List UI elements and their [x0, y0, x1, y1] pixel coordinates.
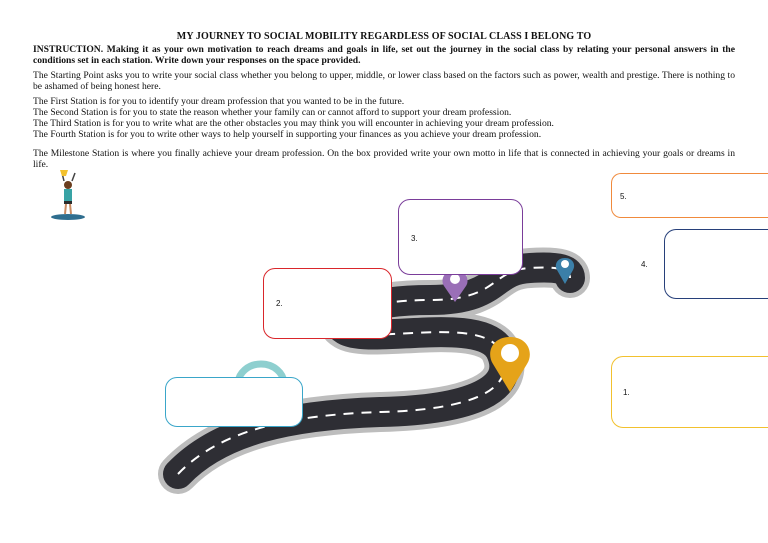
milestone-station-box[interactable] [611, 173, 768, 218]
fourth-station-box[interactable] [664, 229, 768, 299]
second-station-box[interactable] [263, 268, 392, 339]
third-station-label: 3. [411, 234, 418, 243]
second-station-label: 2. [276, 299, 283, 308]
instruction-text: INSTRUCTION. Making it as your own motivation to reach dreams and goals in life, set out the journey in the social class by relating your personal answers in the conditions set in each station. Write down your responses on the space provided. [33, 44, 735, 66]
starting-point-text: The Starting Point asks you to write your social class whether you belong to upper, middle, or lower class based on the factors such as power, wealth and prestige. There is nothing to be ashamed of being honest here. [33, 70, 735, 92]
second-station-text: The Second Station is for you to state the reason whether your family can or cannot afford to support your dream profession. [33, 107, 512, 118]
third-station-box[interactable] [398, 199, 523, 275]
first-station-label: 1. [623, 388, 630, 397]
milestone-station-text: The Milestone Station is where you finally achieve your dream profession. On the box provided write your own motto in life that is connected in achieving your goals or dreams in life. [33, 148, 735, 170]
woman-trophy-icon [51, 170, 85, 220]
start-point-box[interactable] [165, 377, 303, 427]
fourth-station-label: 4. [641, 260, 648, 269]
third-station-text: The Third Station is for you to write what are the other obstacles you may think you will encounter in achieving your dream profession. [33, 118, 554, 129]
milestone-station-label: 5. [620, 192, 627, 201]
first-station-box[interactable] [611, 356, 768, 428]
first-station-text: The First Station is for you to identify your dream profession that you wanted to be in the future. [33, 96, 405, 107]
page-title: MY JOURNEY TO SOCIAL MOBILITY REGARDLESS OF SOCIAL CLASS I BELONG TO [176, 31, 592, 42]
fourth-station-text: The Fourth Station is for you to write other ways to help yourself in supporting your finances as you achieve your dream profession. [33, 129, 542, 140]
